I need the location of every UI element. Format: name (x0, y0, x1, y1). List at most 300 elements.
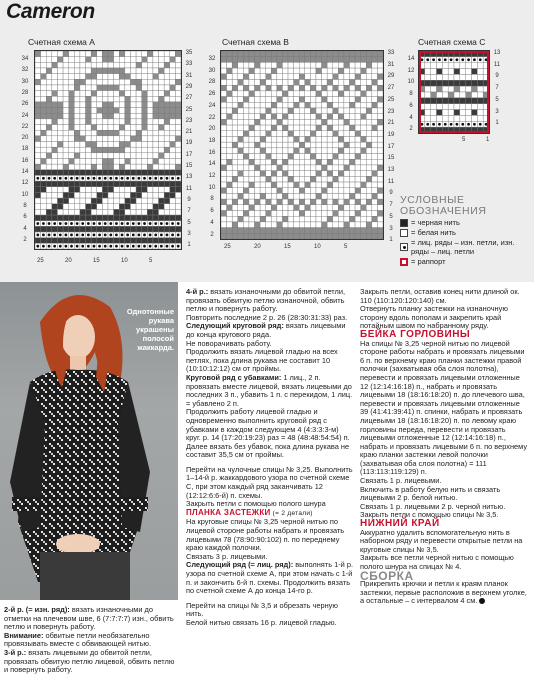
instruction-text: 1 лиц., 2 п. провязать вместе лицевой, вязать лицевыми до последних 3 п., убавить 1 п. с перекидом, 1 лиц. = убавлено 2 п. (186, 372, 353, 408)
chart-b-cell (294, 188, 300, 194)
chart-a-cell (80, 238, 86, 244)
chart-b-cell (349, 211, 355, 217)
chart-b-cell (255, 193, 261, 199)
chart-a-dot (70, 177, 73, 180)
chart-a-cell (125, 96, 131, 102)
chart-b-cell (310, 211, 316, 217)
chart-b-cell (322, 233, 328, 239)
chart-b-cell (344, 136, 350, 142)
chart-b-cell (271, 68, 277, 74)
chart-a-cell (97, 96, 103, 102)
chart-b-cell (322, 91, 328, 97)
chart-b-cell (322, 176, 328, 182)
chart-b-cell (338, 182, 344, 188)
chart-b-cell (299, 108, 305, 114)
chart-a-cell (108, 158, 114, 164)
chart-a-cell (153, 96, 159, 102)
chart-a-cell (119, 136, 125, 142)
chart-a-cell (114, 125, 120, 131)
chart-a-cell (170, 102, 176, 108)
chart-a-cell (175, 57, 181, 63)
chart-a-cell (86, 136, 92, 142)
chart-b-cell (355, 119, 361, 125)
chart-b-cell (260, 57, 266, 63)
chart-a-cell (97, 153, 103, 159)
chart-b-cell (333, 85, 339, 91)
chart-b-cell (271, 136, 277, 142)
chart-a-cell (170, 198, 176, 204)
chart-b-cell (271, 233, 277, 239)
chart-c-cell (425, 69, 431, 75)
chart-b-cell (249, 91, 255, 97)
chart-a-cell (86, 209, 92, 215)
chart-b-cell (243, 79, 249, 85)
chart-a-cell (97, 57, 103, 63)
chart-a-dot (149, 245, 152, 248)
chart-a-cell (41, 192, 47, 198)
chart-a-dot (126, 245, 129, 248)
chart-b-cell (366, 136, 372, 142)
chart-b-cell (227, 148, 233, 154)
chart-b-cell (282, 228, 288, 234)
chart-a-dot (81, 177, 84, 180)
chart-c-dot (461, 123, 464, 126)
chart-b-cell (327, 136, 333, 142)
chart-a-cell (153, 198, 159, 204)
chart-b-cell (366, 125, 372, 131)
chart-b-cell (238, 199, 244, 205)
chart-a-cell (35, 153, 41, 159)
chart-a-cell (119, 96, 125, 102)
chart-b-cell (316, 228, 322, 234)
chart-a-cell (57, 187, 63, 193)
chart-a-cell (86, 51, 92, 57)
chart-a-cell (125, 215, 131, 221)
chart-a-cell (35, 164, 41, 170)
chart-a-cell (136, 164, 142, 170)
chart-b-cell (305, 233, 311, 239)
chart-a-cell (170, 96, 176, 102)
chart-a-cell (57, 209, 63, 215)
chart-b-cell (349, 142, 355, 148)
chart-b-cell (221, 216, 227, 222)
chart-b-cell (333, 228, 339, 234)
chart-a-cell (46, 198, 52, 204)
chart-a-cell (119, 113, 125, 119)
chart-a-dot (115, 245, 118, 248)
chart-a-cell (119, 164, 125, 170)
chart-a-cell (102, 238, 108, 244)
chart-b-cell (232, 165, 238, 171)
chart-a-cell (69, 209, 75, 215)
chart-b-cell (305, 148, 311, 154)
chart-a-cell (97, 85, 103, 91)
chart-b-cell (372, 171, 378, 177)
chart-a-cell (175, 51, 181, 57)
chart-b-cell (349, 148, 355, 154)
chart-b-cell (355, 165, 361, 171)
chart-b-cell (243, 131, 249, 137)
chart-b-cell (255, 182, 261, 188)
chart-a-cell (63, 238, 69, 244)
chart-b-cell (288, 114, 294, 120)
white-swatch-icon (400, 229, 408, 237)
chart-b-cell (377, 233, 383, 239)
row-number: 33 (185, 61, 193, 68)
chart-b-cell (255, 233, 261, 239)
chart-a-cell (69, 226, 75, 232)
chart-b-cell (249, 148, 255, 154)
chart-a-cell (74, 96, 80, 102)
chart-c-cell (472, 98, 478, 104)
chart-b-cell (260, 91, 266, 97)
chart-a-cell (153, 74, 159, 80)
chart-a-cell (86, 68, 92, 74)
chart-b-cell (260, 85, 266, 91)
row-number: 23 (185, 117, 193, 124)
chart-b-cell (349, 102, 355, 108)
chart-b-cell (349, 57, 355, 63)
chart-a-cell (35, 57, 41, 63)
chart-b-cell (271, 85, 277, 91)
chart-b-cell (282, 91, 288, 97)
chart-a-cell (97, 130, 103, 136)
chart-b-cell (249, 51, 255, 57)
chart-a-dot (53, 233, 56, 236)
chart-a-dot (171, 222, 174, 225)
chart-a-dot (104, 177, 107, 180)
row-number: 33 (387, 50, 395, 56)
chart-b-cell (243, 193, 249, 199)
chart-a-cell (159, 147, 165, 153)
chart-b-cell (361, 154, 367, 160)
chart-a-cell (69, 142, 75, 148)
chart-a-dot (104, 222, 107, 225)
chart-b-cell (271, 79, 277, 85)
chart-b-cell (344, 74, 350, 80)
chart-a-cell (41, 91, 47, 97)
chart-b-cell (305, 228, 311, 234)
chart-a-cell (57, 57, 63, 63)
chart-b-cell (232, 142, 238, 148)
row-number: 11 (493, 61, 501, 68)
chart-a-cell (142, 108, 148, 114)
chart-b-cell (299, 79, 305, 85)
chart-c-cell (448, 74, 454, 80)
chart-b-cell (344, 108, 350, 114)
chart-a-cell (159, 85, 165, 91)
chart-b-cell (266, 97, 272, 103)
chart-a-cell (136, 108, 142, 114)
chart-b-cell (333, 125, 339, 131)
chart-b-cell (238, 85, 244, 91)
chart-b-cell (322, 142, 328, 148)
chart-b-cell (344, 228, 350, 234)
chart-b-grid (220, 50, 384, 240)
chart-b-cell (243, 114, 249, 120)
chart-b-cell (322, 171, 328, 177)
chart-b-cell (372, 216, 378, 222)
chart-a-cell (153, 226, 159, 232)
chart-a-cell (63, 181, 69, 187)
chart-b-cell (299, 148, 305, 154)
row-number: 18 (21, 146, 29, 153)
chart-a-cell (175, 198, 181, 204)
chart-c-cell (460, 74, 466, 80)
chart-a-cell (46, 226, 52, 232)
instruction-text: Перейти на спицы № 3,5 и обрезать черную нить. (186, 600, 338, 619)
chart-a-cell (46, 51, 52, 57)
chart-b-cell (271, 114, 277, 120)
chart-c-cell (477, 110, 483, 116)
chart-a-cell (86, 142, 92, 148)
chart-b-cell (338, 211, 344, 217)
section-note: (= 2 детали) (270, 509, 313, 517)
chart-a-cell (102, 142, 108, 148)
chart-b-cell (243, 159, 249, 165)
chart-b-cell (294, 159, 300, 165)
chart-a-cell (153, 57, 159, 63)
chart-b-cell (338, 51, 344, 57)
chart-b-cell (372, 114, 378, 120)
chart-b-cell (377, 211, 383, 217)
legend-label: = белая нить (411, 228, 456, 237)
chart-b-cell (227, 119, 233, 125)
chart-a-cell (125, 85, 131, 91)
chart-a-cell (159, 102, 165, 108)
chart-b-cell (282, 205, 288, 211)
chart-b-cell (277, 222, 283, 228)
chart-a-cell (136, 198, 142, 204)
chart-b-cell (377, 74, 383, 80)
chart-a-cell (159, 238, 165, 244)
legend-item-white (400, 228, 530, 237)
chart-b-cell (249, 199, 255, 205)
chart-b-cell (249, 74, 255, 80)
row-number: 30 (208, 67, 216, 74)
chart-a-cell (114, 102, 120, 108)
chart-a-cell (108, 192, 114, 198)
chart-a-cell (35, 91, 41, 97)
chart-c-cell (425, 74, 431, 80)
chart-a-dot (53, 177, 56, 180)
chart-a-cell (41, 108, 47, 114)
chart-a-cell (102, 51, 108, 57)
chart-b-cell (361, 131, 367, 137)
chart-c-cell (448, 110, 454, 116)
chart-b-cell (221, 108, 227, 114)
chart-a-dot (76, 177, 79, 180)
chart-b-cell (361, 205, 367, 211)
chart-b-cell (299, 131, 305, 137)
chart-a-cell (119, 62, 125, 68)
chart-a-cell (130, 62, 136, 68)
chart-b-cell (238, 114, 244, 120)
chart-a-cell (86, 102, 92, 108)
chart-b-cell (316, 188, 322, 194)
chart-b-cell (344, 222, 350, 228)
chart-a-dot (59, 233, 62, 236)
chart-a-cell (46, 142, 52, 148)
chart-a-cell (80, 192, 86, 198)
chart-a-cell (97, 62, 103, 68)
chart-c-cell (437, 104, 443, 110)
chart-b-cell (349, 136, 355, 142)
chart-b-cell (372, 119, 378, 125)
chart-c-cell (454, 98, 460, 104)
chart-a-cell (35, 204, 41, 210)
chart-a-cell (69, 74, 75, 80)
chart-a-cell (35, 198, 41, 204)
chart-b-cell (366, 154, 372, 160)
chart-c-cell (472, 80, 478, 86)
chart-a-cell (46, 158, 52, 164)
chart-a-cell (74, 108, 80, 114)
chart-a-cell (108, 226, 114, 232)
chart-b-cell (333, 233, 339, 239)
row-number: 21 (185, 129, 193, 136)
chart-b-cell (349, 171, 355, 177)
chart-b-cell (243, 136, 249, 142)
chart-a-cell (164, 91, 170, 97)
chart-b-cell (316, 159, 322, 165)
chart-b-cell (232, 97, 238, 103)
chart-c-cell (431, 104, 437, 110)
chart-a-cell (119, 204, 125, 210)
chart-c-cell (454, 74, 460, 80)
chart-a-cell (102, 170, 108, 176)
chart-a-cell (119, 57, 125, 63)
chart-b-cell (266, 74, 272, 80)
chart-a-cell (108, 91, 114, 97)
chart-a-cell (57, 96, 63, 102)
chart-b-cell (227, 97, 233, 103)
chart-a-cell (74, 198, 80, 204)
chart-b-cell (282, 199, 288, 205)
chart-b-cell (361, 119, 367, 125)
chart-a-cell (69, 170, 75, 176)
chart-a-cell (41, 74, 47, 80)
chart-b-cell (327, 154, 333, 160)
chart-a-cell (102, 192, 108, 198)
chart-a-cell (125, 187, 131, 193)
chart-b-cell (288, 79, 294, 85)
chart-b-cell (249, 62, 255, 68)
chart-a-cell (136, 181, 142, 187)
chart-a-cell (91, 198, 97, 204)
chart-a-dot (42, 245, 45, 248)
chart-b-cell (294, 131, 300, 137)
chart-a-cell (46, 192, 52, 198)
chart-b-cell (288, 108, 294, 114)
chart-a-cell (86, 170, 92, 176)
chart-b-cell (266, 119, 272, 125)
chart-a-cell (108, 79, 114, 85)
chart-a-cell (41, 96, 47, 102)
chart-a-cell (142, 153, 148, 159)
chart-a-cell (175, 96, 181, 102)
chart-b-cell (349, 131, 355, 137)
chart-a-cell (130, 96, 136, 102)
chart-b-cell (349, 51, 355, 57)
chart-b-cell (260, 108, 266, 114)
chart-b-cell (361, 159, 367, 165)
row-number: 10 (21, 191, 29, 198)
chart-b-cell (221, 159, 227, 165)
chart-a-cell (136, 57, 142, 63)
chart-b-cell (305, 97, 311, 103)
chart-a-cell (136, 119, 142, 125)
chart-c-cell (466, 92, 472, 98)
chart-a-cell (69, 91, 75, 97)
instruction-text: Далее вязать без убавок, пока длина рукава не составит 35,5 см от проймы. (186, 441, 350, 460)
chart-b-cell (232, 216, 238, 222)
row-number: 19 (185, 140, 193, 147)
chart-b-cell (232, 171, 238, 177)
chart-b-cell (227, 74, 233, 80)
instruction-text: Не поворачивать работу. (186, 338, 272, 348)
chart-b-cell (377, 216, 383, 222)
chart-b-cell (366, 85, 372, 91)
chart-b-cell (260, 62, 266, 68)
chart-a-cell (52, 158, 58, 164)
chart-a-cell (136, 158, 142, 164)
chart-b-cell (361, 176, 367, 182)
chart-b-cell (266, 182, 272, 188)
chart-b-cell (255, 79, 261, 85)
chart-b-cell (271, 211, 277, 217)
chart-a-cell (69, 79, 75, 85)
chart-b-cell (271, 165, 277, 171)
chart-a-cell (125, 198, 131, 204)
chart-b-cell (282, 165, 288, 171)
chart-a-cell (142, 125, 148, 131)
chart-a-cell (175, 125, 181, 131)
chart-b-cell (243, 233, 249, 239)
chart-b-cell (266, 222, 272, 228)
chart-b-cell (361, 85, 367, 91)
chart-b-cell (310, 136, 316, 142)
chart-a-dot (48, 233, 51, 236)
instruction-text: вязать изнаночными до обвитой петли, провязать обвитую петлю изнаночной, обвить петлю и повернуть работу. (186, 287, 346, 314)
chart-b-cell (255, 205, 261, 211)
chart-a-cell (80, 198, 86, 204)
chart-a-cell (63, 198, 69, 204)
chart-b-cell (277, 211, 283, 217)
chart-a-cell (46, 91, 52, 97)
chart-a-cell (125, 192, 131, 198)
chart-a-cell (57, 170, 63, 176)
instruction-text: Закрыть петли с помощью спицы № 3,5. (360, 510, 499, 520)
chart-b-cell (277, 154, 283, 160)
chart-a-cell (125, 204, 131, 210)
chart-a-cell (69, 147, 75, 153)
row-number: 8 (23, 202, 27, 209)
chart-a-cell (142, 142, 148, 148)
chart-a-cell (125, 119, 131, 125)
chart-a-cell (119, 158, 125, 164)
chart-a-cell (91, 91, 97, 97)
chart-a-cell (108, 102, 114, 108)
chart-a-cell (63, 136, 69, 142)
chart-b-cell (271, 148, 277, 154)
chart-b-cell (266, 205, 272, 211)
chart-a-cell (170, 136, 176, 142)
chart-a-cell (80, 142, 86, 148)
chart-a-cell (74, 164, 80, 170)
chart-b-cell (266, 114, 272, 120)
row-number: 11 (185, 185, 193, 192)
